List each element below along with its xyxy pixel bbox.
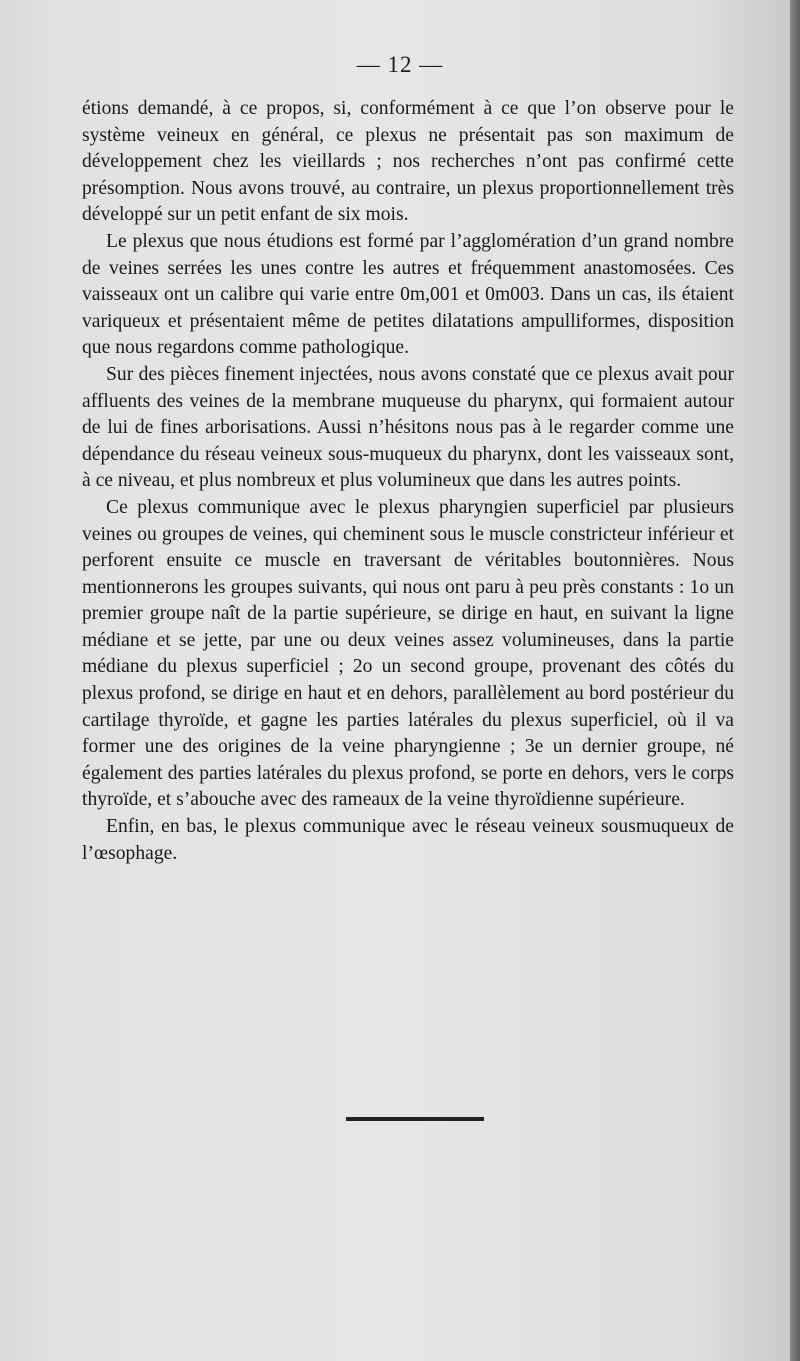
paragraph-2: Le plexus que nous étudions est formé par l’agglomération d’un grand nombre de veines serrées les unes contre les autres et fréquemment anastomosées. Ces vaisseaux ont un calibre qui varie entre 0m,001 et 0m003. Dans un cas, ils étaient variqueux et présentaient même de petites dilatations ampulliformes, disposition que nous regardons comme pathologique. bbox=[82, 230, 734, 359]
paragraph-4: Ce plexus communique avec le plexus pharyngien superficiel par plusieurs veines ou groupes de veines, qui cheminent sous le muscle constricteur inférieur et perforent ensuite ce muscle en traversant de véritables boutonnières. Nous mentionnerons les groupes suivants, qui nous ont paru à peu près constants : 1o un premier groupe naît de la partie supérieure, se dirige en haut, en suivant la ligne médiane et se jette, par une ou deux veines assez volumineuses, dans la partie médiane du plexus superficiel ; 2o un second groupe, provenant des côtés du plexus profond, se dirige en haut et en dehors, parallèlement au bord postérieur du cartilage thyroïde, et gagne les parties latérales du plexus superficiel, où il va former une des origines de la veine pharyngienne ; 3e un dernier groupe, né également des parties latérales du plexus profond, se porte en dehors, vers le corps thyroïde, et s’abouche avec des rameaux de la veine thyroïdienne supérieure. bbox=[82, 496, 734, 811]
body-text bbox=[82, 96, 734, 867]
page-edge-shadow bbox=[790, 0, 800, 1361]
page-number: — 12 — bbox=[356, 52, 444, 77]
paragraph-1: étions demandé, à ce propos, si, conformément à ce que l’on observe pour le système veineux en général, ce plexus ne présentait pas son maximum de développement chez les vieillards ; nos recherches n’ont pas confirmé cette présomption. Nous avons trouvé, au contraire, un plexus proportionnellement très développé sur un petit enfant de six mois. bbox=[82, 98, 734, 226]
paragraph-3: Sur des pièces finement injectées, nous avons constaté que ce plexus avait pour affluents des veines de la membrane muqueuse du pharynx, qui formaient autour de lui de fines arborisations. Aussi n’hésitons nous pas à le regarder comme une dépendance du réseau veineux sous-muqueux du pharynx, dont les vaisseaux sont, à ce niveau, et plus nombreux et plus volumineux que dans les autres points. bbox=[82, 363, 734, 492]
paragraph-5: Enfin, en bas, le plexus communique avec le réseau veineux sousmuqueux de l’œsophage. bbox=[82, 816, 734, 864]
closing-rule bbox=[346, 1117, 484, 1121]
